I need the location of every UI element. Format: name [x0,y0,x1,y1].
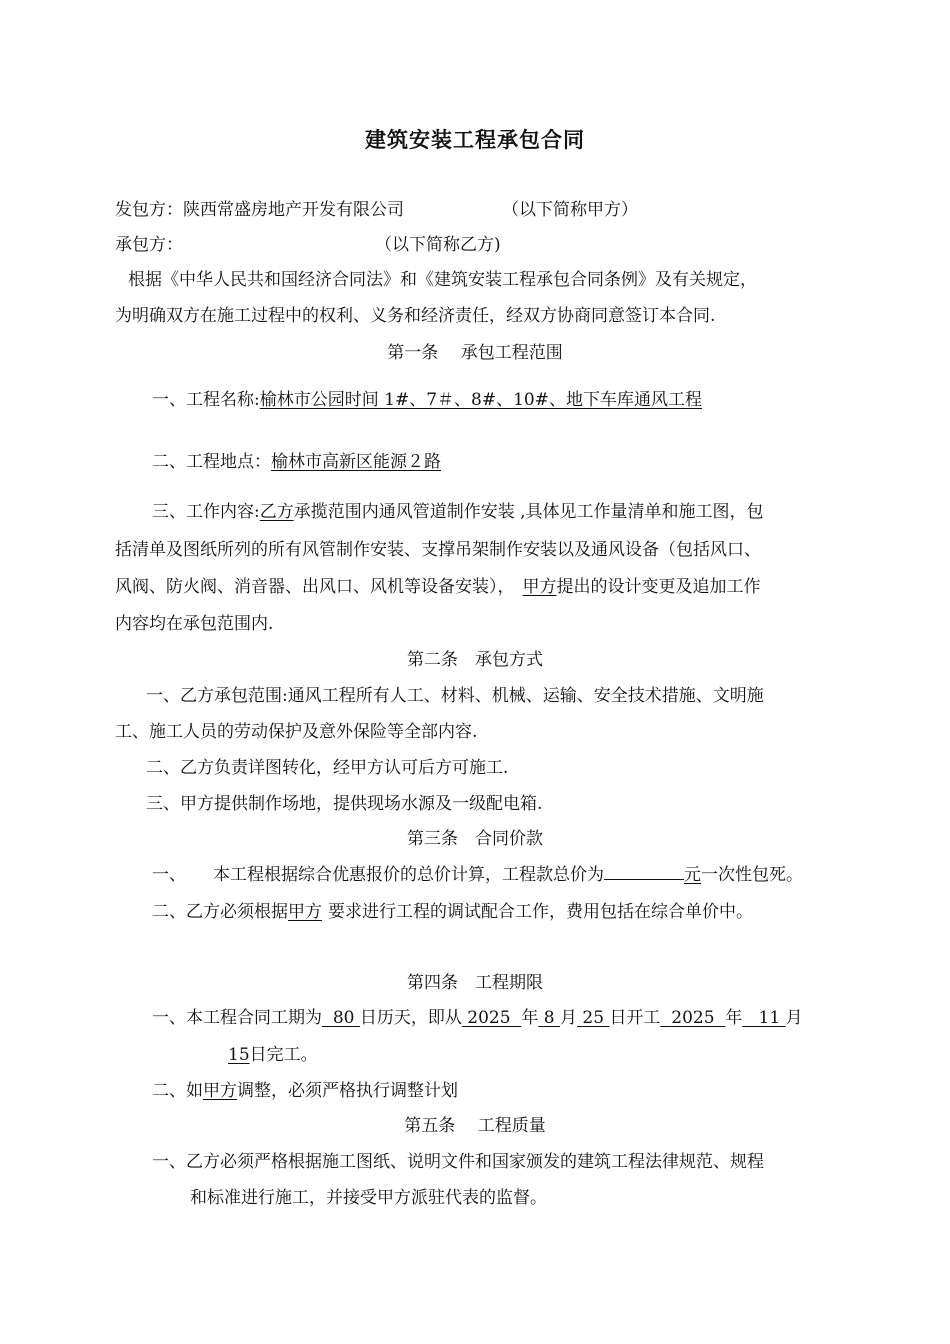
site-clause: 三、甲方提供制作场地，提供现场水源及一级配电箱. [146,794,543,814]
start-month: 8 [543,1008,555,1028]
adjust-clause-post: 调整，必须严格执行调整计划 [237,1081,458,1101]
preamble-line-2: 为明确双方在施工过程中的权利、义务和经济责任，经双方协商同意签订本合同. [115,306,716,326]
end-day: 15 [228,1045,250,1065]
contractor-label: 承包方： [115,235,183,255]
adjust-clause [152,1081,458,1101]
employer-line [115,200,404,220]
work-content-line-3-post: 提出的设计变更及追加工作 [556,577,761,597]
employer-label: 发包方： [115,200,183,220]
project-site-value: 榆林市高新区能源２路 [271,452,441,472]
period-line-1 [152,1008,803,1028]
end-text: 日完工。 [249,1045,318,1065]
year-char-2: 年 [725,1008,743,1028]
project-name-value: 榆林市公园时间 1#、7＃、8#、10#、地下车库通风工程 [259,390,702,410]
month-char-2: 月 [785,1008,803,1028]
debug-clause-party: 甲方 [288,902,322,922]
work-content-line-3-pre: 风阀、防火阀、消音器、出风口、风机等设备安装）， [115,577,515,597]
work-content-line-4: 内容均在承包范围内. [115,614,274,634]
quality-line-2: 和标准进行施工，并接受甲方派驻代表的监督。 [190,1188,547,1208]
year-char-1: 年 [521,1008,539,1028]
start-text: 日开工 [609,1008,661,1028]
month-char-1: 月 [559,1008,577,1028]
work-content-label: 三、工作内容: [152,502,260,522]
price-blank [604,864,684,880]
work-content-line-3-party: 甲方 [522,577,557,597]
article-4-heading: 第四条 工程期限 [407,973,543,993]
contractor-alias: （以下简称乙方) [375,235,501,255]
article-2-heading: 第二条 承包方式 [407,650,543,670]
adjust-clause-party: 甲方 [203,1081,237,1101]
drawing-clause: 二、乙方负责详图转化，经甲方认可后方可施工. [146,758,509,778]
debug-clause-post: 要求进行工程的调试配合工作，费用包括在综合单价中。 [328,902,753,922]
debug-clause-pre: 二、乙方必须根据 [152,902,288,922]
work-content-party: 乙方 [259,502,294,522]
work-content-line-1 [152,502,764,522]
employer-alias: （以下简称甲方） [502,200,638,220]
scope-line-2: 工、施工人员的劳动保护及意外保险等全部内容. [115,722,478,742]
article-5-heading: 第五条 工程质量 [404,1116,546,1136]
price-text: 本工程根据综合优惠报价的总价计算，工程款总价为 [213,865,604,885]
end-month: 11 [758,1008,781,1028]
end-year: 2025 [671,1008,715,1028]
project-site-label: 二、工程地点： [152,452,271,472]
price-post: 一次性包死。 [701,865,803,885]
article-1-heading: 第一条 承包工程范围 [387,343,563,363]
work-content-text: 承揽范围内通风管道制作安装 ,具体见工作量清单和施工图，包 [293,502,764,522]
period-days: 80 [332,1008,355,1028]
work-content-line-3 [115,577,761,597]
quality-line-1: 一、乙方必须严格根据施工图纸、说明文件和国家颁发的建筑工程法律规范、规程 [152,1152,764,1172]
period-line-2 [228,1045,318,1065]
article-3-heading: 第三条 合同价款 [407,829,543,849]
period-text: 一、本工程合同工期为 [152,1008,322,1028]
work-content-line-2: 括清单及图纸所列的所有风管制作安装、支撑吊架制作安装以及通风设备（包括风口、 [115,540,761,560]
adjust-clause-pre: 二、如 [152,1081,203,1101]
start-year: 2025 [467,1008,511,1028]
start-day: 25 [582,1008,605,1028]
employer-name: 陕西常盛房地产开发有限公司 [183,200,404,220]
scope-line-1: 一、乙方承包范围:通风工程所有人工、材料、机械、运输、安全技术措施、文明施 [146,686,764,706]
price-item-number: 一、 [152,865,186,885]
price-unit: 元 [684,865,701,885]
price-line [152,864,803,885]
preamble-line-1: 根据《中华人民共和国经济合同法》和《建筑安装工程承包合同条例》及有关规定， [128,270,757,290]
document-title: 建筑安装工程承包合同 [365,127,585,152]
project-name-label: 一、工程名称: [152,390,260,410]
debug-clause [152,902,753,922]
project-name-line [152,390,702,410]
period-text-2: 日历天，即从 [359,1008,462,1028]
project-site-line [152,452,441,472]
